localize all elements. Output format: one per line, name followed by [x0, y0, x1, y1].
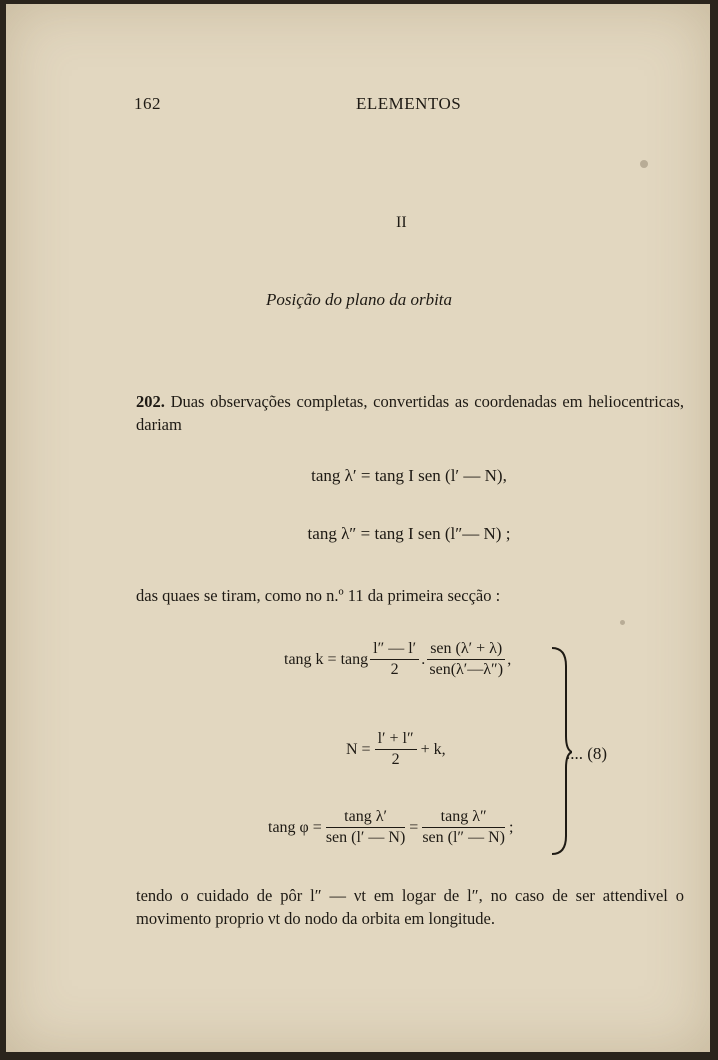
system-row-2 — [346, 730, 446, 769]
row2-frac-den: 2 — [391, 751, 400, 768]
row1-frac2-den: sen(λ′—λ″) — [429, 661, 504, 678]
paragraph-intro-system: das quaes se tiram, como no n.º 11 da primeira secção : — [136, 586, 501, 605]
row3-end: ; — [508, 818, 514, 836]
row3-left: tang φ = — [268, 818, 322, 836]
equation-1: tang λ′ = tang I sen (l′ — N), — [311, 466, 507, 485]
row1-left: tang k = tang — [284, 650, 369, 668]
paper-spot — [620, 620, 625, 625]
system-row-1 — [284, 640, 511, 679]
row1-frac1 — [370, 640, 419, 679]
section-number: II — [396, 214, 407, 231]
row1-dot: . — [421, 650, 426, 668]
paragraph-closing: tendo o cuidado de pôr l″ — νt em logar de l″, no caso de ser attendivel o movimento proprio νt do nodo da orbita em longitude. — [136, 886, 684, 928]
row3-frac2 — [422, 808, 505, 847]
row2-frac-num: l′ + l″ — [375, 730, 417, 750]
section-subtitle: Posição do plano da orbita — [265, 290, 453, 309]
row3-frac1-den: sen (l′ — N) — [325, 829, 406, 846]
row1-frac2-num: sen (λ′ + λ) — [427, 640, 505, 660]
row1-frac1-den: 2 — [390, 661, 399, 678]
row3-frac1 — [326, 808, 405, 847]
row1-frac1-num: l″ — l′ — [370, 640, 419, 660]
page-number: 162 — [134, 94, 161, 113]
row2-end: + k, — [420, 740, 446, 758]
row3-frac2-num: tang λ″ — [422, 808, 505, 828]
paper-spot — [640, 160, 648, 168]
row2-left: N = — [346, 740, 371, 758]
row3-eq: = — [409, 818, 419, 836]
paragraph-202 — [136, 390, 684, 436]
paragraph-number: 202. — [136, 392, 165, 411]
running-header: ELEMENTOS — [356, 94, 462, 113]
row1-end: , — [507, 650, 512, 668]
row3-frac2-den: sen (l″ — N) — [422, 829, 505, 846]
row3-frac1-num: tang λ′ — [326, 808, 405, 828]
equation-label: .... (8) — [566, 744, 608, 763]
row1-frac2 — [427, 640, 505, 679]
row2-frac — [375, 730, 417, 769]
paragraph-text: Duas observações completas, convertidas as coordenadas em heliocentricas, dariam — [136, 392, 685, 434]
equation-2: tang λ″ = tang I sen (l″— N) ; — [307, 524, 511, 543]
system-row-3 — [268, 808, 513, 847]
